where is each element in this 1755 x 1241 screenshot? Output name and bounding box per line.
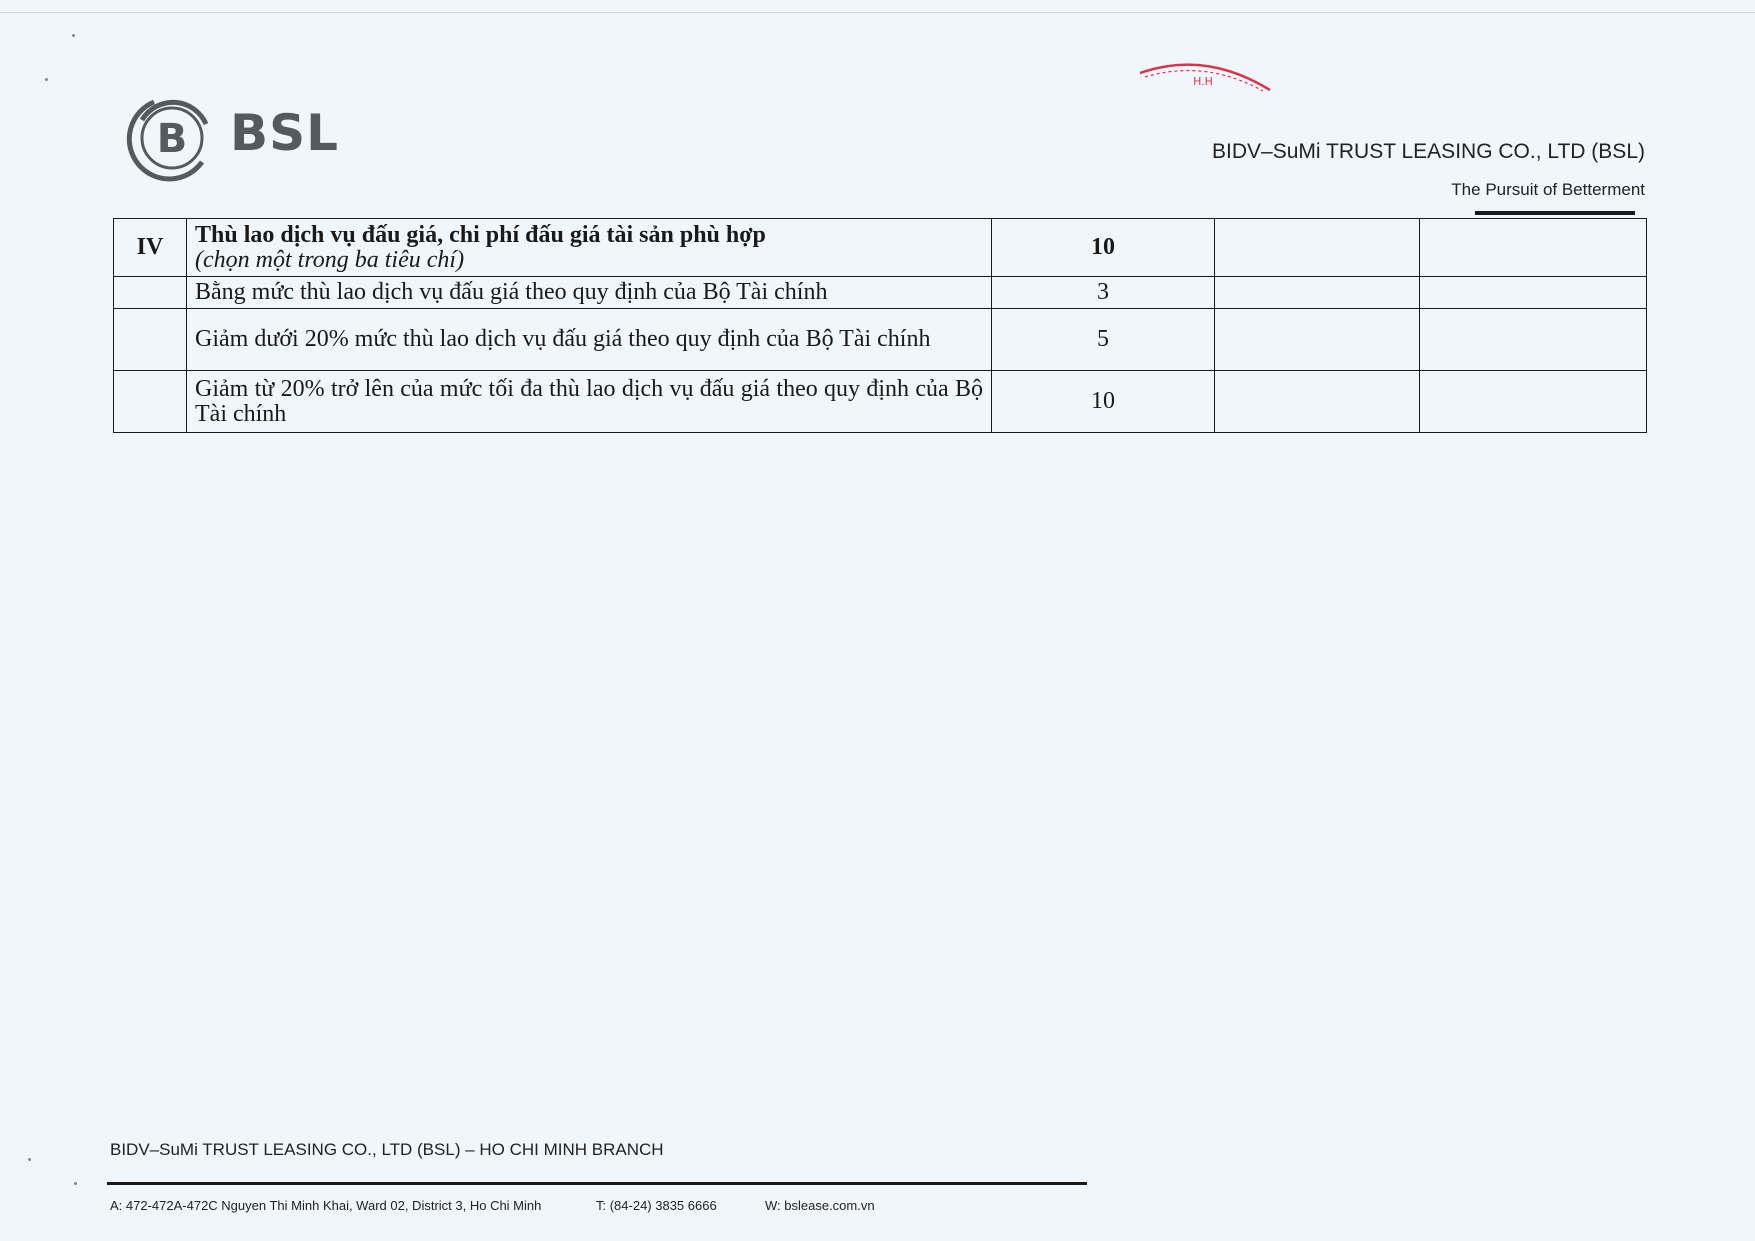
criteria-table <box>113 218 1647 433</box>
criterion-text: Bằng mức thù lao dịch vụ đấu giá theo quy định của Bộ Tài chính <box>187 277 992 309</box>
scan-edge-line <box>0 12 1755 13</box>
scan-speck <box>74 1182 77 1185</box>
footer-website: W: bslease.com.vn <box>765 1198 875 1213</box>
score-cell: 5 <box>992 309 1215 371</box>
row-number: IV <box>114 219 187 277</box>
red-seal-stamp-icon <box>1135 55 1275 95</box>
table-row <box>114 309 1647 371</box>
footer-rule <box>107 1182 1087 1185</box>
slogan-underline <box>1475 211 1635 215</box>
empty-cell <box>1215 371 1420 433</box>
score-cell: 3 <box>992 277 1215 309</box>
bsl-logo <box>124 90 384 185</box>
criterion-text: Giảm từ 20% trở lên của mức tối đa thù lao dịch vụ đấu giá theo quy định của Bộ Tài chính <box>187 371 992 433</box>
row-number <box>114 371 187 433</box>
empty-cell <box>1420 219 1647 277</box>
table-row <box>114 277 1647 309</box>
footer-branch: BIDV–SuMi TRUST LEASING CO., LTD (BSL) – HO CHI MINH BRANCH <box>110 1140 664 1159</box>
row-number <box>114 277 187 309</box>
row-number <box>114 309 187 371</box>
svg-text:B: B <box>156 116 188 162</box>
company-slogan: The Pursuit of Betterment <box>1451 180 1645 199</box>
scan-speck <box>28 1158 31 1161</box>
empty-cell <box>1215 309 1420 371</box>
scan-speck <box>45 78 48 81</box>
criterion-text: Giảm dưới 20% mức thù lao dịch vụ đấu giá theo quy định của Bộ Tài chính <box>187 309 992 371</box>
empty-cell <box>1215 219 1420 277</box>
table-row <box>114 371 1647 433</box>
criterion-title: Thù lao dịch vụ đấu giá, chi phí đấu giá tài sản phù hợp <box>195 221 766 248</box>
logo-wordmark: BSL <box>230 104 339 162</box>
score-cell: 10 <box>992 371 1215 433</box>
score-cell: 10 <box>992 219 1215 277</box>
bsl-logo-mark-icon <box>124 90 219 185</box>
empty-cell <box>1420 371 1647 433</box>
empty-cell <box>1420 309 1647 371</box>
criterion-cell <box>187 219 992 277</box>
company-name: BIDV–SuMi TRUST LEASING CO., LTD (BSL) <box>1212 140 1645 163</box>
empty-cell <box>1215 277 1420 309</box>
footer-phone: T: (84-24) 3835 6666 <box>596 1198 717 1213</box>
empty-cell <box>1420 277 1647 309</box>
criterion-subtitle: (chọn một trong ba tiêu chí) <box>195 246 465 273</box>
table-row <box>114 219 1647 277</box>
scan-speck <box>72 34 75 37</box>
svg-text:H.H: H.H <box>1193 75 1213 88</box>
footer-address: A: 472-472A-472C Nguyen Thi Minh Khai, Ward 02, District 3, Ho Chi Minh <box>110 1198 542 1213</box>
